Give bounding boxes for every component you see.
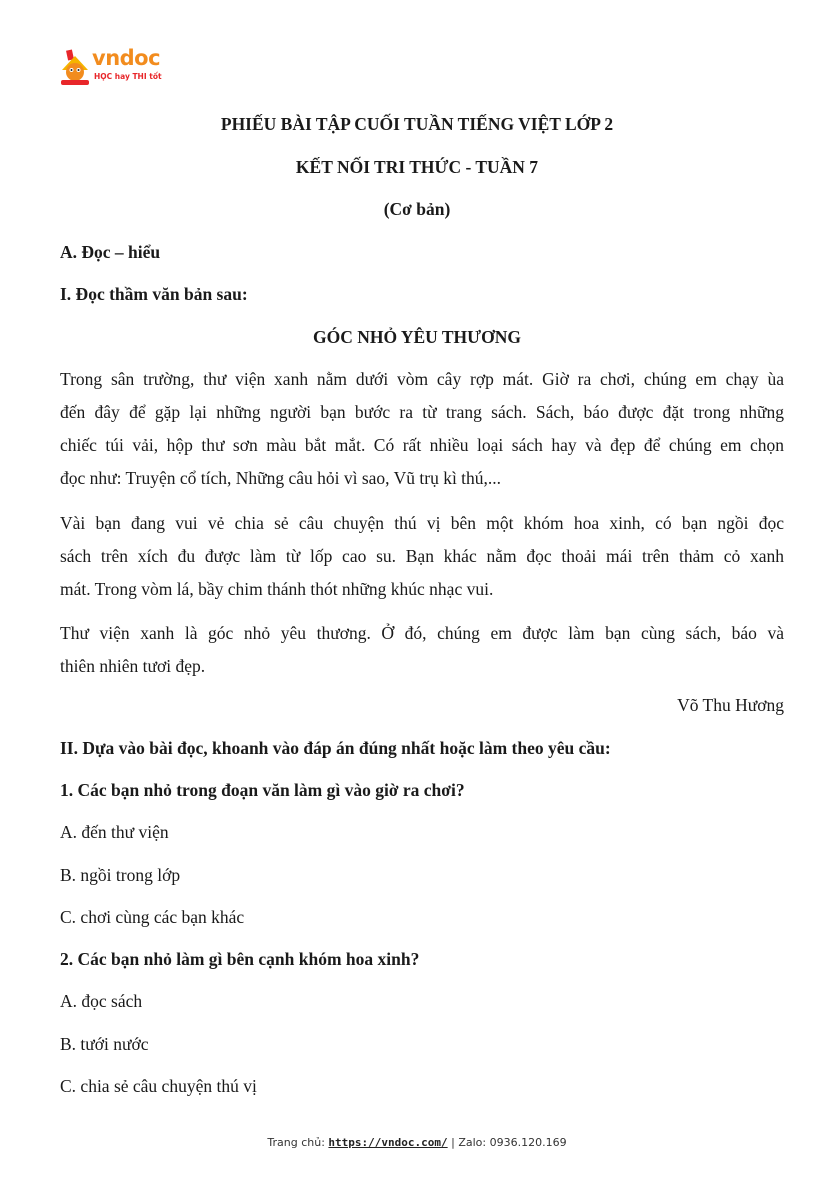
paragraph-3-line: Thư viện xanh là góc nhỏ yêu thương. Ở đó, chúng em được làm bạn cùng sách, báo và — [60, 623, 784, 643]
paragraph-2-line: Vài bạn đang vui vẻ chia sẻ câu chuyện thú vị bên một khóm hoa xinh, có bạn ngồi đọc — [60, 513, 784, 533]
mascot-icon — [58, 48, 92, 88]
footer-zalo: Zalo: 0936.120.169 — [458, 1136, 567, 1149]
worksheet-level: (Cơ bản) — [383, 199, 451, 219]
part-2-heading: II. Dựa vào bài đọc, khoanh vào đáp án đúng nhất hoặc làm theo yêu cầu: — [60, 738, 611, 758]
worksheet-subtitle-series: KẾT NỐI TRI THỨC - TUẦN 7 — [295, 157, 539, 177]
question-2-option-c[interactable]: C. chia sẻ câu chuyện thú vị — [60, 1076, 257, 1096]
question-2-option-a[interactable]: A. đọc sách — [60, 991, 143, 1011]
story-title: GÓC NHỎ YÊU THƯƠNG — [313, 327, 521, 347]
paragraph-2-line: sách trên xích đu được làm từ lốp cao su. Bạn khác nằm đọc thoải mái trên thảm cỏ xanh — [60, 546, 784, 566]
question-2-option-b[interactable]: B. tưới nước — [60, 1034, 149, 1054]
page-footer — [0, 1135, 834, 1151]
worksheet-title: PHIẾU BÀI TẬP CUỐI TUẦN TIẾNG VIỆT LỚP 2 — [220, 114, 614, 134]
question-1-option-b[interactable]: B. ngồi trong lớp — [60, 865, 181, 885]
logo-brand-text: vndoc — [92, 46, 161, 70]
section-a-heading: A. Đọc – hiểu — [60, 242, 161, 262]
paragraph-1-line: đọc như: Truyện cổ tích, Những câu hỏi vì sao, Vũ trụ kì thú,... — [60, 468, 502, 488]
footer-home-label: Trang chủ: — [267, 1136, 329, 1149]
part-1-heading: I. Đọc thầm văn bản sau: — [60, 284, 248, 304]
paragraph-1-line: Trong sân trường, thư viện xanh nằm dưới vòm cây rợp mát. Giờ ra chơi, chúng em chạy ùa — [60, 369, 784, 389]
footer-separator: | — [447, 1136, 459, 1149]
question-1: 1. Các bạn nhỏ trong đoạn văn làm gì vào giờ ra chơi? — [60, 780, 465, 800]
story-author: Võ Thu Hương — [677, 695, 784, 715]
logo-tagline: HỌC hay THI tốt — [94, 72, 162, 81]
question-1-option-c[interactable]: C. chơi cùng các bạn khác — [60, 907, 245, 927]
footer-home-link[interactable]: https://vndoc.com/ — [328, 1136, 448, 1149]
question-1-option-a[interactable]: A. đến thư viện — [60, 822, 169, 842]
question-2: 2. Các bạn nhỏ làm gì bên cạnh khóm hoa xinh? — [60, 949, 420, 969]
paragraph-3-line: thiên nhiên tươi đẹp. — [60, 656, 206, 676]
vndoc-logo[interactable] — [58, 44, 188, 90]
paragraph-1-line: chiếc túi vải, hộp thư sơn màu bắt mắt. Có rất nhiều loại sách hay và đẹp để chúng em chọn — [60, 435, 784, 455]
paragraph-2-line: mát. Trong vòm lá, bầy chim thánh thót những khúc nhạc vui. — [60, 579, 494, 599]
paragraph-1-line: đến đây để gặp lại những người bạn bước ra từ trang sách. Sách, báo được đặt trong những — [60, 402, 784, 422]
